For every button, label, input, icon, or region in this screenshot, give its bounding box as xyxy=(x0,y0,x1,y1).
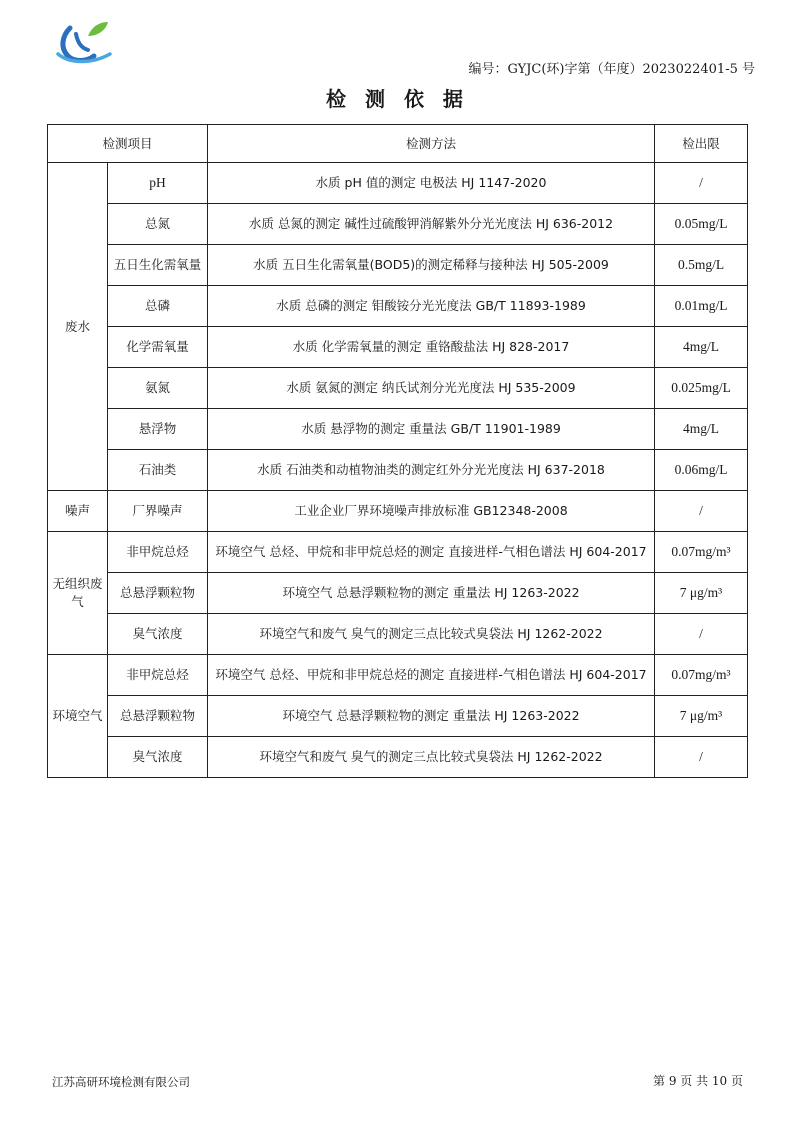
item-cell: 悬浮物 xyxy=(108,409,208,450)
category-cell-ambient-air: 环境空气 xyxy=(48,655,108,778)
item-cell: 总悬浮颗粒物 xyxy=(108,696,208,737)
item-cell: 非甲烷总烃 xyxy=(108,532,208,573)
table-row xyxy=(48,163,748,204)
limit-cell: 4mg/L xyxy=(655,327,748,368)
method-cell: 环境空气和废气 臭气的测定三点比较式臭袋法 HJ 1262-2022 xyxy=(208,737,655,778)
table-row xyxy=(48,614,748,655)
limit-cell: / xyxy=(655,163,748,204)
method-cell: 水质 五日生化需氧量(BOD5)的测定稀释与接种法 HJ 505-2009 xyxy=(208,245,655,286)
limit-cell: 0.07mg/m³ xyxy=(655,655,748,696)
header-limit: 检出限 xyxy=(655,125,748,163)
limit-cell: 0.06mg/L xyxy=(655,450,748,491)
limit-cell: / xyxy=(655,737,748,778)
document-number: 编号：GYJC(环)字第（年度）2023022401-5 号 xyxy=(468,62,755,77)
method-cell: 水质 总磷的测定 钼酸铵分光光度法 GB/T 11893-1989 xyxy=(208,286,655,327)
table-header-row xyxy=(48,125,748,163)
method-cell: 水质 石油类和动植物油类的测定红外分光光度法 HJ 637-2018 xyxy=(208,450,655,491)
limit-cell: 4mg/L xyxy=(655,409,748,450)
footer-page-number: 第 9 页 共 10 页 xyxy=(653,1074,743,1088)
table-row xyxy=(48,491,748,532)
limit-cell: 0.07mg/m³ xyxy=(655,532,748,573)
logo-icon xyxy=(52,14,114,66)
table-row xyxy=(48,450,748,491)
limit-cell: 0.05mg/L xyxy=(655,204,748,245)
limit-cell: 0.5mg/L xyxy=(655,245,748,286)
method-cell: 水质 氨氮的测定 纳氏试剂分光光度法 HJ 535-2009 xyxy=(208,368,655,409)
table-row xyxy=(48,327,748,368)
table-row xyxy=(48,245,748,286)
category-cell-fugitive-gas: 无组织废气 xyxy=(48,532,108,655)
table-row xyxy=(48,286,748,327)
item-cell: 氨氮 xyxy=(108,368,208,409)
category-cell-wastewater: 废水 xyxy=(48,163,108,491)
method-cell: 环境空气 总烃、甲烷和非甲烷总烃的测定 直接进样-气相色谱法 HJ 604-2017 xyxy=(208,655,655,696)
method-cell: 环境空气 总悬浮颗粒物的测定 重量法 HJ 1263-2022 xyxy=(208,696,655,737)
header-item: 检测项目 xyxy=(48,125,208,163)
table-row xyxy=(48,368,748,409)
testing-basis-table xyxy=(47,124,748,778)
method-cell: 工业企业厂界环境噪声排放标准 GB12348-2008 xyxy=(208,491,655,532)
table-row xyxy=(48,696,748,737)
method-cell: 环境空气和废气 臭气的测定三点比较式臭袋法 HJ 1262-2022 xyxy=(208,614,655,655)
table-row xyxy=(48,737,748,778)
table-row xyxy=(48,409,748,450)
footer-company: 江苏高研环境检测有限公司 xyxy=(52,1075,190,1089)
table-row xyxy=(48,655,748,696)
method-cell: 环境空气 总悬浮颗粒物的测定 重量法 HJ 1263-2022 xyxy=(208,573,655,614)
limit-cell: 0.025mg/L xyxy=(655,368,748,409)
item-cell: 厂界噪声 xyxy=(108,491,208,532)
item-cell: 五日生化需氧量 xyxy=(108,245,208,286)
method-cell: 环境空气 总烃、甲烷和非甲烷总烃的测定 直接进样-气相色谱法 HJ 604-2017 xyxy=(208,532,655,573)
item-cell: 总悬浮颗粒物 xyxy=(108,573,208,614)
method-cell: 水质 化学需氧量的测定 重铬酸盐法 HJ 828-2017 xyxy=(208,327,655,368)
method-cell: 水质 总氮的测定 碱性过硫酸钾消解紫外分光光度法 HJ 636-2012 xyxy=(208,204,655,245)
header-method: 检测方法 xyxy=(208,125,655,163)
limit-cell: / xyxy=(655,614,748,655)
item-cell: 臭气浓度 xyxy=(108,737,208,778)
item-cell: 总磷 xyxy=(108,286,208,327)
company-logo xyxy=(52,14,114,66)
table-row xyxy=(48,532,748,573)
limit-cell: 7 μg/m³ xyxy=(655,696,748,737)
item-cell: 臭气浓度 xyxy=(108,614,208,655)
item-cell: 化学需氧量 xyxy=(108,327,208,368)
limit-cell: 7 μg/m³ xyxy=(655,573,748,614)
limit-cell: / xyxy=(655,491,748,532)
item-cell: 非甲烷总烃 xyxy=(108,655,208,696)
limit-cell: 0.01mg/L xyxy=(655,286,748,327)
item-cell: 石油类 xyxy=(108,450,208,491)
item-cell: pH xyxy=(108,163,208,204)
method-cell: 水质 pH 值的测定 电极法 HJ 1147-2020 xyxy=(208,163,655,204)
category-cell-noise: 噪声 xyxy=(48,491,108,532)
item-cell: 总氮 xyxy=(108,204,208,245)
table-row xyxy=(48,204,748,245)
table-row xyxy=(48,573,748,614)
method-cell: 水质 悬浮物的测定 重量法 GB/T 11901-1989 xyxy=(208,409,655,450)
page-title: 检 测 依 据 xyxy=(326,87,469,111)
